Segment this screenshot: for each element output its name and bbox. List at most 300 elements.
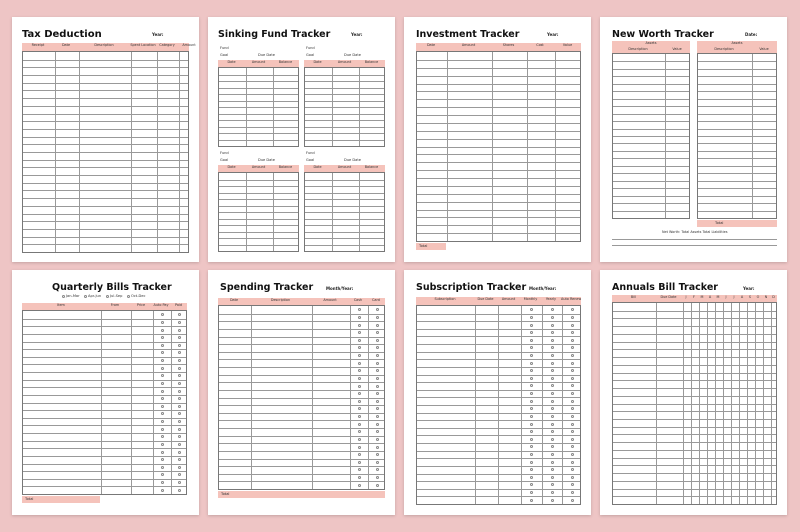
row-checkbox[interactable] — [530, 430, 533, 433]
table-row-line — [219, 329, 384, 330]
table-row-line — [305, 127, 384, 128]
row-checkbox[interactable] — [551, 445, 554, 448]
table-body — [218, 172, 299, 252]
table-row-line — [305, 88, 384, 89]
row-checkbox[interactable] — [376, 331, 379, 334]
row-checkbox[interactable] — [358, 453, 361, 456]
row-checkbox[interactable] — [530, 392, 533, 395]
row-checkbox[interactable] — [571, 354, 574, 357]
row-checkbox[interactable] — [376, 415, 379, 418]
row-checkbox[interactable] — [161, 397, 164, 400]
row-checkbox[interactable] — [530, 346, 533, 349]
table-row-line — [23, 486, 186, 487]
quarter-checkbox[interactable] — [127, 295, 130, 298]
table-row-line — [23, 372, 186, 373]
col-month: D — [772, 295, 775, 299]
table-row-line — [613, 173, 689, 174]
row-checkbox[interactable] — [161, 451, 164, 454]
table-body — [22, 310, 187, 495]
table-row-line — [613, 380, 776, 381]
table-row-line — [23, 456, 186, 457]
row-checkbox[interactable] — [530, 415, 533, 418]
row-checkbox[interactable] — [551, 346, 554, 349]
row-checkbox[interactable] — [551, 362, 554, 365]
table-row-line — [23, 410, 186, 411]
table-row-line — [698, 61, 776, 62]
row-checkbox[interactable] — [358, 400, 361, 403]
table-row-line — [698, 203, 776, 204]
table-row-line — [305, 75, 384, 76]
row-checkbox[interactable] — [551, 331, 554, 334]
row-checkbox[interactable] — [551, 468, 554, 471]
col-month: J — [733, 295, 735, 299]
row-checkbox[interactable] — [161, 405, 164, 408]
row-checkbox[interactable] — [551, 491, 554, 494]
row-checkbox[interactable] — [551, 308, 554, 311]
table-row-line — [613, 106, 689, 107]
row-checkbox[interactable] — [530, 308, 533, 311]
row-checkbox[interactable] — [571, 423, 574, 426]
page-title: Quarterly Bills Tracker — [52, 282, 172, 293]
col-value: Value — [672, 47, 682, 51]
row-checkbox[interactable] — [571, 331, 574, 334]
quarter-checkbox[interactable] — [106, 295, 109, 298]
table-row-line — [23, 160, 188, 161]
row-checkbox[interactable] — [178, 329, 181, 332]
row-checkbox[interactable] — [530, 324, 533, 327]
row-checkbox[interactable] — [358, 461, 361, 464]
table-row-line — [305, 107, 384, 108]
table-row-line — [23, 75, 188, 76]
row-checkbox[interactable] — [178, 443, 181, 446]
row-checkbox[interactable] — [571, 369, 574, 372]
col-receipt: Receipt — [31, 43, 45, 47]
row-checkbox[interactable] — [571, 415, 574, 418]
row-checkbox[interactable] — [376, 400, 379, 403]
table-row-line — [613, 404, 776, 405]
table-row-line — [613, 489, 776, 490]
row-checkbox[interactable] — [571, 339, 574, 342]
row-checkbox[interactable] — [571, 491, 574, 494]
goal-label: Goal — [306, 53, 315, 57]
row-checkbox[interactable] — [161, 374, 164, 377]
col-shares: Shares — [502, 43, 515, 47]
row-checkbox[interactable] — [358, 392, 361, 395]
table-row-line — [613, 69, 689, 70]
row-checkbox[interactable] — [161, 321, 164, 324]
row-checkbox[interactable] — [161, 428, 164, 431]
row-checkbox[interactable] — [358, 354, 361, 357]
row-checkbox[interactable] — [358, 339, 361, 342]
row-checkbox[interactable] — [571, 308, 574, 311]
row-checkbox[interactable] — [161, 435, 164, 438]
col-date: Date — [313, 165, 322, 169]
col-paid: Paid — [174, 303, 183, 307]
table-row-line — [23, 418, 186, 419]
row-checkbox[interactable] — [376, 316, 379, 319]
table-row-line — [613, 496, 776, 497]
table-row-line — [23, 129, 188, 130]
row-checkbox[interactable] — [376, 377, 379, 380]
row-checkbox[interactable] — [571, 316, 574, 319]
row-checkbox[interactable] — [551, 453, 554, 456]
row-checkbox[interactable] — [178, 489, 181, 492]
table-row-line — [305, 245, 384, 246]
row-checkbox[interactable] — [358, 316, 361, 319]
networth-footer: Net Worth: Total Assets Total Liabilities — [662, 230, 728, 234]
row-checkbox[interactable] — [376, 484, 379, 487]
table-col-line — [359, 68, 360, 146]
table-col-line — [157, 52, 158, 252]
row-checkbox[interactable] — [358, 346, 361, 349]
row-checkbox[interactable] — [178, 374, 181, 377]
assets-title: Assets — [645, 41, 657, 45]
table-row-line — [698, 91, 776, 92]
table-row-line — [305, 180, 384, 181]
row-checkbox[interactable] — [358, 430, 361, 433]
table-row-line — [613, 458, 776, 459]
row-checkbox[interactable] — [376, 423, 379, 426]
table-row-line — [219, 193, 298, 194]
table-row-line — [219, 321, 384, 322]
row-checkbox[interactable] — [376, 438, 379, 441]
row-checkbox[interactable] — [161, 458, 164, 461]
row-checkbox[interactable] — [530, 468, 533, 471]
table-row-line — [23, 387, 186, 388]
row-checkbox[interactable] — [571, 468, 574, 471]
row-checkbox[interactable] — [530, 384, 533, 387]
row-checkbox[interactable] — [358, 407, 361, 410]
row-checkbox[interactable] — [551, 354, 554, 357]
row-checkbox[interactable] — [178, 367, 181, 370]
row-checkbox[interactable] — [161, 390, 164, 393]
row-checkbox[interactable] — [571, 453, 574, 456]
row-checkbox[interactable] — [178, 481, 181, 484]
row-checkbox[interactable] — [530, 354, 533, 357]
table-row-line — [613, 481, 776, 482]
table-row-line — [613, 129, 689, 130]
row-checkbox[interactable] — [551, 384, 554, 387]
row-checkbox[interactable] — [551, 483, 554, 486]
goal-label: Goal — [306, 158, 315, 162]
table-row-line — [219, 186, 298, 187]
row-checkbox[interactable] — [376, 430, 379, 433]
row-checkbox[interactable] — [571, 438, 574, 441]
row-checkbox[interactable] — [571, 499, 574, 502]
row-checkbox[interactable] — [178, 313, 181, 316]
row-checkbox[interactable] — [178, 458, 181, 461]
row-checkbox[interactable] — [178, 435, 181, 438]
row-checkbox[interactable] — [358, 362, 361, 365]
row-checkbox[interactable] — [571, 476, 574, 479]
row-checkbox[interactable] — [571, 400, 574, 403]
row-checkbox[interactable] — [358, 331, 361, 334]
row-checkbox[interactable] — [376, 362, 379, 365]
row-checkbox[interactable] — [358, 446, 361, 449]
row-checkbox[interactable] — [551, 316, 554, 319]
row-checkbox[interactable] — [161, 420, 164, 423]
row-checkbox[interactable] — [178, 412, 181, 415]
month-label: Month/Year: — [529, 286, 557, 291]
row-checkbox[interactable] — [161, 359, 164, 362]
row-checkbox[interactable] — [551, 369, 554, 372]
row-checkbox[interactable] — [530, 453, 533, 456]
row-checkbox[interactable] — [161, 367, 164, 370]
table-body — [304, 172, 385, 252]
row-checkbox[interactable] — [530, 339, 533, 342]
row-checkbox[interactable] — [376, 446, 379, 449]
row-checkbox[interactable] — [376, 354, 379, 357]
row-checkbox[interactable] — [551, 400, 554, 403]
row-checkbox[interactable] — [551, 392, 554, 395]
row-checkbox[interactable] — [530, 491, 533, 494]
table-row-line — [698, 106, 776, 107]
row-checkbox[interactable] — [358, 369, 361, 372]
row-checkbox[interactable] — [376, 392, 379, 395]
fund-label: Fund — [220, 151, 229, 155]
row-checkbox[interactable] — [551, 407, 554, 410]
row-checkbox[interactable] — [358, 438, 361, 441]
col-amount: Amount — [182, 43, 196, 47]
table-row-line — [23, 342, 186, 343]
table-row-line — [305, 212, 384, 213]
row-checkbox[interactable] — [571, 362, 574, 365]
col-date: Date — [227, 165, 236, 169]
col-cost: Cost — [536, 43, 544, 47]
col-date: Date — [313, 60, 322, 64]
col-date: Date — [227, 60, 236, 64]
row-checkbox[interactable] — [178, 397, 181, 400]
row-checkbox[interactable] — [178, 344, 181, 347]
row-checkbox[interactable] — [530, 400, 533, 403]
row-checkbox[interactable] — [161, 466, 164, 469]
row-checkbox[interactable] — [551, 476, 554, 479]
table-col-line — [747, 303, 748, 504]
row-checkbox[interactable] — [358, 468, 361, 471]
table-row-line — [305, 232, 384, 233]
row-checkbox[interactable] — [571, 483, 574, 486]
row-checkbox[interactable] — [178, 336, 181, 339]
row-checkbox[interactable] — [551, 324, 554, 327]
row-checkbox[interactable] — [358, 385, 361, 388]
row-checkbox[interactable] — [358, 324, 361, 327]
fund-label: Fund — [306, 46, 315, 50]
col-description: Description — [628, 47, 648, 51]
table-row-line — [698, 166, 776, 167]
row-checkbox[interactable] — [571, 392, 574, 395]
row-checkbox[interactable] — [551, 339, 554, 342]
table-row-line — [23, 237, 188, 238]
row-checkbox[interactable] — [571, 346, 574, 349]
row-checkbox[interactable] — [571, 407, 574, 410]
col-amount: Amount — [251, 165, 266, 169]
table-row-line — [219, 225, 298, 226]
tax-deduction-page — [12, 17, 199, 262]
row-checkbox[interactable] — [178, 473, 181, 476]
col-item: Item — [57, 303, 65, 307]
row-checkbox[interactable] — [178, 382, 181, 385]
row-checkbox[interactable] — [530, 331, 533, 334]
row-checkbox[interactable] — [161, 481, 164, 484]
row-checkbox[interactable] — [178, 405, 181, 408]
col-due-date: Due Date — [660, 295, 677, 299]
row-checkbox[interactable] — [551, 461, 554, 464]
row-checkbox[interactable] — [178, 351, 181, 354]
row-checkbox[interactable] — [376, 324, 379, 327]
row-checkbox[interactable] — [161, 412, 164, 415]
row-checkbox[interactable] — [178, 428, 181, 431]
row-checkbox[interactable] — [376, 369, 379, 372]
table-row-line — [305, 238, 384, 239]
table-row-line — [698, 129, 776, 130]
row-checkbox[interactable] — [358, 415, 361, 418]
row-checkbox[interactable] — [530, 461, 533, 464]
row-checkbox[interactable] — [530, 316, 533, 319]
row-checkbox[interactable] — [551, 377, 554, 380]
table-row-line — [23, 229, 188, 230]
row-checkbox[interactable] — [358, 308, 361, 311]
row-checkbox[interactable] — [376, 385, 379, 388]
row-checkbox[interactable] — [530, 445, 533, 448]
table-row-line — [23, 380, 186, 381]
quarter-label: Jan-Mar — [66, 294, 80, 298]
row-checkbox[interactable] — [178, 321, 181, 324]
row-checkbox[interactable] — [358, 423, 361, 426]
table-header — [22, 43, 196, 51]
row-checkbox[interactable] — [376, 407, 379, 410]
table-header — [416, 43, 581, 51]
row-checkbox[interactable] — [161, 329, 164, 332]
row-checkbox[interactable] — [161, 336, 164, 339]
row-checkbox[interactable] — [358, 377, 361, 380]
row-checkbox[interactable] — [376, 461, 379, 464]
row-checkbox[interactable] — [178, 451, 181, 454]
quarter-checkbox[interactable] — [62, 295, 65, 298]
quarter-label: Jul-Sep — [110, 294, 123, 298]
total-bar: Total — [697, 220, 777, 227]
table-row-line — [219, 314, 384, 315]
row-checkbox[interactable] — [571, 384, 574, 387]
table-row-line — [23, 319, 186, 320]
row-checkbox[interactable] — [551, 438, 554, 441]
row-checkbox[interactable] — [376, 476, 379, 479]
row-checkbox[interactable] — [551, 423, 554, 426]
total-bar: Total — [218, 491, 385, 498]
table-header — [304, 165, 385, 172]
row-checkbox[interactable] — [530, 362, 533, 365]
table-row-line — [305, 133, 384, 134]
page-title: Investment Tracker — [416, 29, 520, 40]
table-row-line — [613, 419, 776, 420]
table-row-line — [613, 373, 776, 374]
row-checkbox[interactable] — [530, 377, 533, 380]
table-row-line — [305, 193, 384, 194]
table-row-line — [219, 481, 384, 482]
table-row-line — [698, 151, 776, 152]
table-row-line — [23, 433, 186, 434]
table-col-line — [715, 303, 716, 504]
table-col-line — [332, 68, 333, 146]
row-checkbox[interactable] — [530, 476, 533, 479]
table-col-line — [723, 303, 724, 504]
col-month: O — [756, 295, 760, 299]
row-checkbox[interactable] — [376, 453, 379, 456]
table-col-line — [368, 306, 369, 489]
row-checkbox[interactable] — [161, 382, 164, 385]
col-amount: Amount — [337, 60, 352, 64]
table-row-line — [23, 471, 186, 472]
table-col-line — [555, 52, 556, 241]
row-checkbox[interactable] — [571, 430, 574, 433]
table-row-line — [698, 136, 776, 137]
table-body — [218, 305, 385, 490]
table-row-line — [23, 152, 188, 153]
table-row-line — [613, 434, 776, 435]
table-row-line — [613, 411, 776, 412]
table-row-line — [305, 186, 384, 187]
table-body — [416, 51, 581, 242]
row-checkbox[interactable] — [178, 359, 181, 362]
table-row-line — [23, 357, 186, 358]
row-checkbox[interactable] — [530, 423, 533, 426]
row-checkbox[interactable] — [161, 489, 164, 492]
row-checkbox[interactable] — [530, 483, 533, 486]
table-row-line — [613, 76, 689, 77]
row-checkbox[interactable] — [178, 390, 181, 393]
row-checkbox[interactable] — [551, 499, 554, 502]
row-checkbox[interactable] — [161, 473, 164, 476]
row-checkbox[interactable] — [178, 420, 181, 423]
row-checkbox[interactable] — [530, 407, 533, 410]
table-row-line — [23, 334, 186, 335]
row-checkbox[interactable] — [530, 369, 533, 372]
row-checkbox[interactable] — [178, 466, 181, 469]
table-row-line — [219, 101, 298, 102]
row-checkbox[interactable] — [571, 377, 574, 380]
table-row-line — [23, 206, 188, 207]
row-checkbox[interactable] — [376, 308, 379, 311]
quarter-checkbox[interactable] — [84, 295, 87, 298]
table-row-line — [219, 107, 298, 108]
row-checkbox[interactable] — [530, 499, 533, 502]
row-checkbox[interactable] — [530, 438, 533, 441]
debts-header — [697, 41, 777, 53]
col-subscription: Subscription — [434, 297, 456, 301]
row-checkbox[interactable] — [571, 461, 574, 464]
row-checkbox[interactable] — [358, 476, 361, 479]
row-checkbox[interactable] — [161, 344, 164, 347]
table-col-line — [273, 173, 274, 251]
table-row-line — [23, 479, 186, 480]
row-checkbox[interactable] — [376, 468, 379, 471]
col-month: A — [740, 295, 744, 299]
fund-label: Fund — [306, 151, 315, 155]
table-row-line — [613, 196, 689, 197]
row-checkbox[interactable] — [571, 324, 574, 327]
table-row-line — [305, 81, 384, 82]
row-checkbox[interactable] — [376, 339, 379, 342]
row-checkbox[interactable] — [161, 313, 164, 316]
row-checkbox[interactable] — [358, 484, 361, 487]
row-checkbox[interactable] — [161, 443, 164, 446]
table-header — [218, 165, 299, 172]
quarter-label: Oct-Dec — [131, 294, 146, 298]
row-checkbox[interactable] — [551, 430, 554, 433]
row-checkbox[interactable] — [161, 351, 164, 354]
row-checkbox[interactable] — [571, 445, 574, 448]
row-checkbox[interactable] — [551, 415, 554, 418]
row-checkbox[interactable] — [376, 346, 379, 349]
